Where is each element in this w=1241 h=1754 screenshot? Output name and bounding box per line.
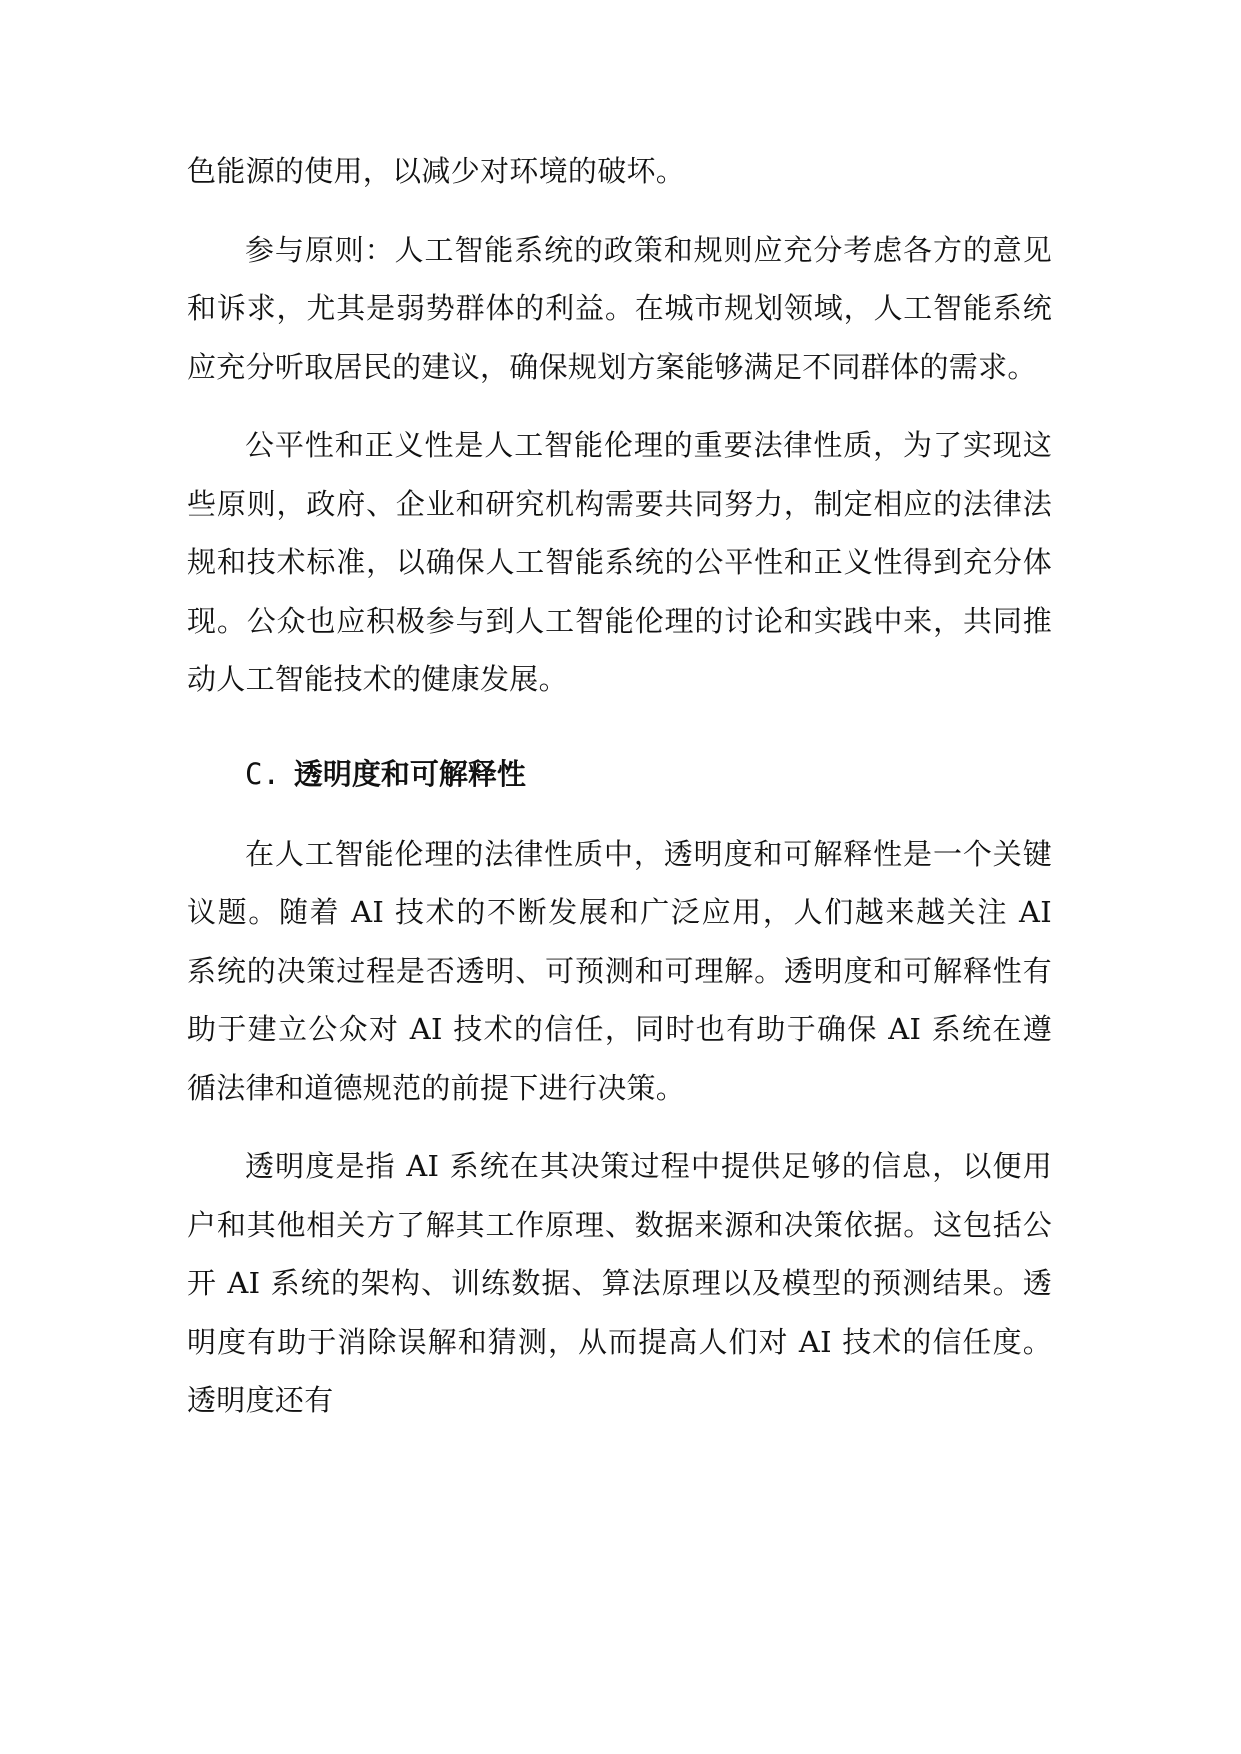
paragraph-fairness-justice: 公平性和正义性是人工智能伦理的重要法律性质，为了实现这些原则，政府、企业和研究机构需要共同努力，制定相应的法律法规和技术标准，以确保人工智能系统的公平性和正义性得到充分体现。公众也应积极参与到人工智能伦理的讨论和实践中来，共同推动人工智能技术的健康发展。 [187, 428, 1052, 696]
section-title: 透明度和可解释性 [293, 756, 526, 791]
paragraph-participation-principle: 参与原则：人工智能系统的政策和规则应充分考虑各方的意见和诉求，尤其是弱势群体的利益。在城市规划领域，人工智能系统应充分听取居民的建议，确保规划方案能够满足不同群体的需求。 [187, 232, 1052, 384]
section-number: C. [245, 756, 280, 791]
paragraph-transparency-definition: 透明度是指 AI 系统在其决策过程中提供足够的信息，以便用户和其他相关方了解其工作原理、数据来源和决策依据。这包括公开 AI 系统的架构、训练数据、算法原理以及模型的预测结果。透明度有助于消除误解和猜测，从而提高人们对 AI 技术的信任度。透明度还有 [187, 1149, 1052, 1417]
section-heading [187, 745, 1052, 803]
document-body [187, 142, 1052, 1430]
paragraph-transparency-intro: 在人工智能伦理的法律性质中，透明度和可解释性是一个关键议题。随着 AI 技术的不断发展和广泛应用，人们越来越关注 AI 系统的决策过程是否透明、可预测和可理解。透明度和可解释性有助于建立公众对 AI 技术的信任，同时也有助于确保 AI 系统在遵循法律和道德规范的前提下进行决策。 [187, 836, 1052, 1105]
paragraph-continuation: 色能源的使用，以减少对环境的破坏。 [187, 154, 686, 188]
